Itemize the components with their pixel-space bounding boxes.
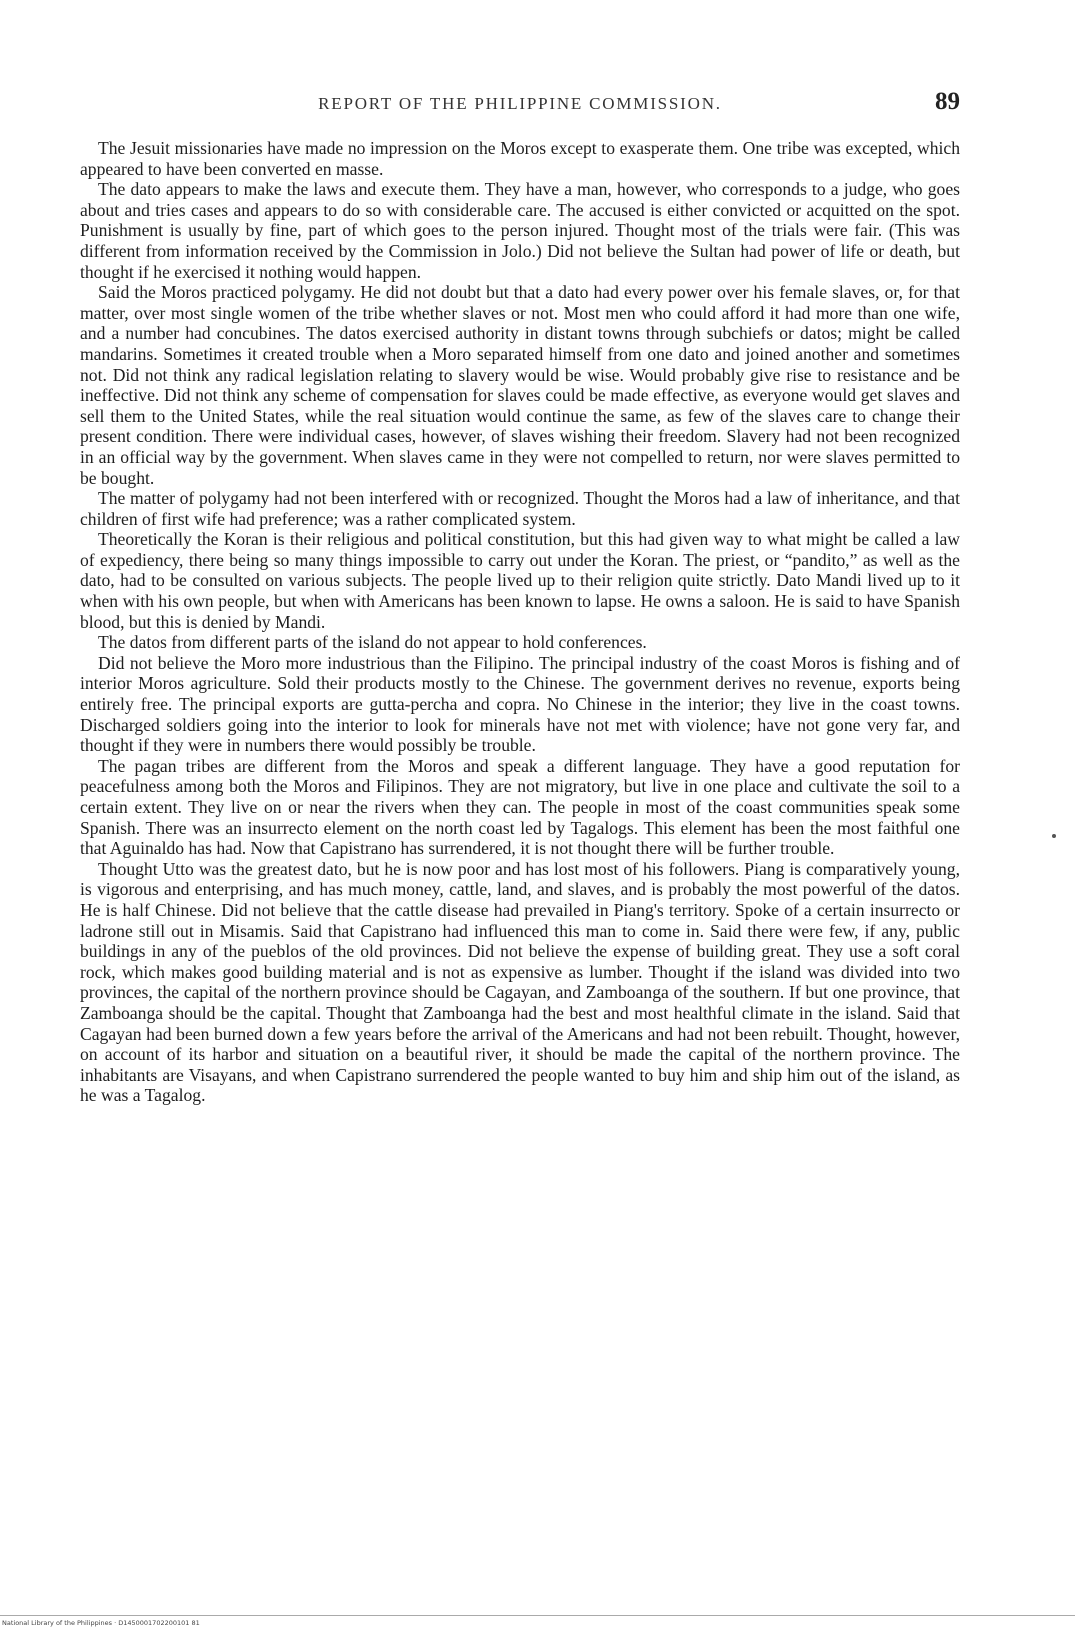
scan-speck	[1052, 834, 1056, 838]
paragraph: The matter of polygamy had not been interfered with or recognized. Thought the Moros had a law of inheritance, and that children of first wife had preference; was a rather complicated system.	[80, 488, 960, 529]
page-header	[80, 88, 960, 122]
paragraph: Said the Moros practiced polygamy. He did not doubt but that a dato had every power over his female slaves, or, for that matter, over most single women of the tribe whether slaves or not. Most men who could afford it had more than one wife, and a number had concubines. The datos exercised authority in distant towns through subchiefs or datos; might be called mandarins. Sometimes it created trouble when a Moro separated himself from one dato and joined another and sometimes not. Did not think any radical legislation relating to slavery would be wise. Would probably give rise to resistance and be ineffective. Did not think any scheme of compensation for slaves could be made effective, as everyone would get slaves and sell them to the United States, while the real situation would continue the same, as few of the slaves care to change their present condition. There were individual cases, however, of slaves wishing their freedom. Slavery had not been recognized in an official way by the government. When slaves came in they were not compelled to return, nor were slaves permitted to be bought.	[80, 282, 960, 488]
page-number: 89	[935, 88, 960, 115]
paragraph: Theoretically the Koran is their religious and political constitution, but this had given way to what might be called a law of expediency, there being so many things impossible to carry out under the Koran. The priest, or “pandito,” as well as the dato, had to be consulted on various subjects. The people lived up to their religion quite strictly. Dato Mandi lived up to it when with his own people, but when with Americans has been known to lapse. He owns a saloon. He is said to have Spanish blood, but this is denied by Mandi.	[80, 529, 960, 632]
paragraph: The pagan tribes are different from the Moros and speak a different language. They have a good reputation for peacefulness among both the Moros and Filipinos. They are not migratory, but live in one place and cultivate the soil to a certain extent. They live on or near the rivers when they can. The people in most of the coast communities speak some Spanish. There was an insurrecto element on the north coast led by Tagalogs. This element has been the most faithful one that Aguinaldo has had. Now that Capistrano has surrendered, it is not thought there will be further trouble.	[80, 755, 960, 859]
paragraph: The dato appears to make the laws and execute them. They have a man, however, who corresponds to a judge, who goes about and tries cases and appears to do so with considerable care. The accused is either convicted or acquitted on the spot. Punishment is usually by fine, part of which goes to the person injured. Thought most of the trials were fair. (This was different from information received by the Commission in Jolo.) Did not believe the Sultan had power of life or death, but thought if he exercised it nothing would happen.	[80, 179, 960, 282]
paragraph: Thought Utto was the greatest dato, but he is now poor and has lost most of his followers. Piang is comparatively young, is vigorous and enterprising, and has much money, cattle, land, and slaves, and is probably the most powerful of the datos. He is half Chinese. Did not believe that the cattle disease had prevailed in Piang's territory. Spoke of a certain insurrecto or ladrone still out in Misamis. Said that Capistrano had influenced this man to come in. Said there were few, if any, public buildings in any of the pueblos of the old provinces. Did not believe the expense of building great. They use a soft coral rock, which makes good building material and is not as expensive as lumber. Thought if the island was divided into two provinces, the capital of the northern province should be Cagayan, and Zamboanga of the southern. If but one province, that Zamboanga should be the capital. Thought that Zamboanga had the best and most healthful climate in the island. Said that Cagayan had been burned down a few years before the arrival of the Americans and had not been rebuilt. Thought, however, on account of its harbor and situation on a beautiful river, it should be made the capital of the northern province. The inhabitants are Visayans, and when Capistrano surrendered the people wanted to buy him and ship him out of the island, as he was a Tagalog.	[80, 858, 960, 1106]
paragraph: Did not believe the Moro more industrious than the Filipino. The principal industry of the coast Moros is fishing and of interior Moros agriculture. Sold their products mostly to the Chinese. The government derives no revenue, exports being entirely free. The principal exports are gutta-percha and copra. No Chinese in the interior; they live in the coast towns. Discharged soldiers going into the interior to look for minerals have not met with violence; have not gone very far, and thought if they were in numbers there would possibly be trouble.	[80, 652, 960, 756]
footer-rule	[0, 1615, 1075, 1616]
body-text	[80, 138, 960, 1106]
scan-footer: National Library of the Philippines · D1450001702200101 81	[2, 1619, 200, 1627]
running-head: REPORT OF THE PHILIPPINE COMMISSION.	[318, 94, 722, 113]
paragraph: The datos from different parts of the island do not appear to hold conferences.	[98, 632, 647, 653]
paragraph: The Jesuit missionaries have made no impression on the Moros except to exasperate them. One tribe was excepted, which appeared to have been converted en masse.	[80, 138, 960, 179]
